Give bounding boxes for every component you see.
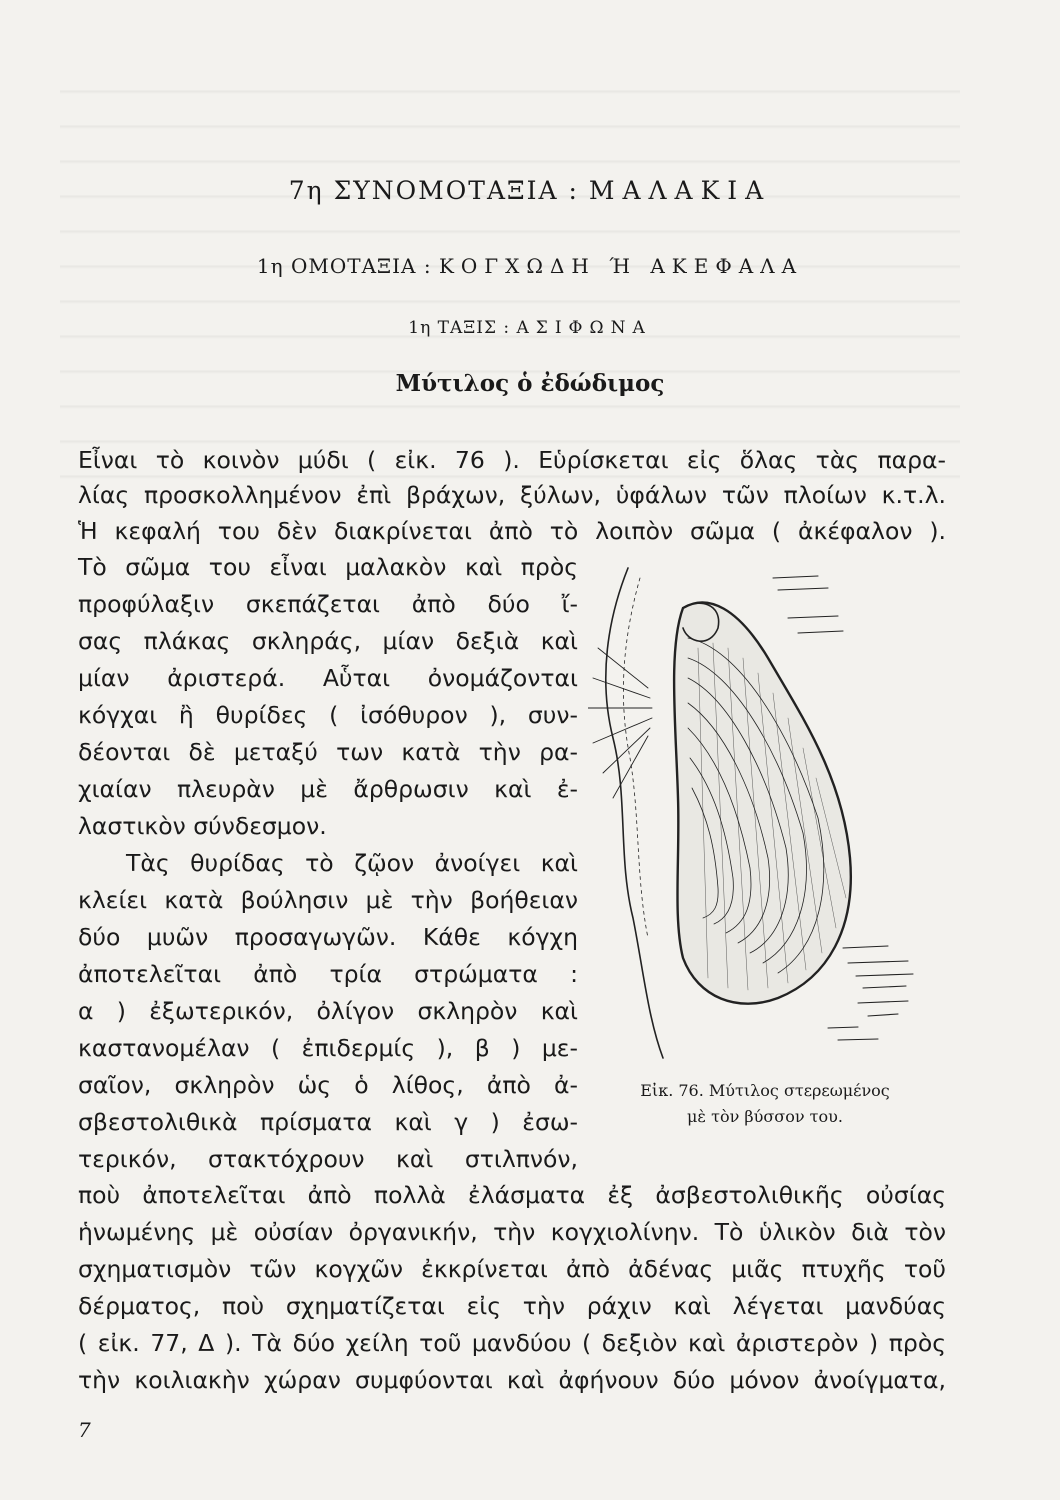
- species-title: Μύτιλος ὁ ἐδώδιμος: [395, 370, 665, 397]
- body-line: Ἡ κεφαλή του δὲν διακρίνεται ἀπὸ τὸ λοιπὸν σῶμα ( ἀκέφαλον ).: [78, 517, 946, 545]
- class-heading: [0, 254, 1060, 278]
- body-line: μίαν ἀριστερά. Αὗται ὀνομάζονται: [78, 664, 578, 692]
- body-line: ( εἰκ. 77, Δ ). Τὰ δύο χείλη τοῦ μανδύου ( δεξιὸν καὶ ἀριστερὸν ) πρὸς: [78, 1329, 946, 1357]
- body-line: λαστικὸν σύνδεσμον.: [78, 812, 327, 840]
- body-line: δύο μυῶν προσαγωγῶν. Κάθε κόγχη: [78, 923, 578, 951]
- page-number: 7: [78, 1418, 91, 1442]
- body-line: Τὸ σῶμα του εἶναι μαλακὸν καὶ πρὸς: [78, 553, 578, 581]
- body-line: καστανομέλαν ( ἐπιδερμίς ), β ) με-: [78, 1034, 578, 1062]
- phylum-value: ΜΑΛΑΚΙΑ: [588, 176, 772, 205]
- class-label: ΟΜΟΤΑΞΙΑ :: [291, 254, 432, 278]
- body-line: ἀποτελεῖται ἀπὸ τρία στρώματα :: [78, 960, 578, 988]
- body-line: α ) ἐξωτερικόν, ὀλίγον σκληρὸν καὶ: [78, 997, 578, 1025]
- figure-caption: [585, 1078, 945, 1130]
- order-prefix: 1η: [408, 318, 432, 338]
- body-line: δέρματος, ποὺ σχηματίζεται εἰς τὴν ράχιν καὶ λέγεται μανδύας: [78, 1292, 946, 1320]
- bleed-through-texture: [60, 70, 960, 490]
- body-line: ἡνωμένης μὲ οὐσίαν ὀργανικήν, τὴν κογχιολίνην. Τὸ ὑλικὸν διὰ τὸν: [78, 1218, 946, 1246]
- body-line: προφύλαξιν σκεπάζεται ἀπὸ δύο ἴ-: [78, 590, 578, 618]
- body-line: δέονται δὲ μεταξύ των κατὰ τὴν ρα-: [78, 738, 578, 766]
- body-line: λίας προσκολλημένον ἐπὶ βράχων, ξύλων, ὑφάλων τῶν πλοίων κ.τ.λ.: [78, 481, 946, 509]
- order-heading: [0, 318, 1060, 338]
- body-line: χιαίαν πλευρὰν μὲ ἄρθρωσιν καὶ ἐ-: [78, 775, 578, 803]
- order-label: ΤΑΞΙΣ :: [437, 318, 511, 338]
- class-prefix: 1η: [256, 254, 284, 278]
- caption-line: Εἰκ. 76. Μύτιλος στερεωμένος: [640, 1081, 890, 1100]
- body-line: Εἶναι τὸ κοινὸν μύδι ( εἰκ. 76 ). Εὑρίσκεται εἰς ὅλας τὰς παρα-: [78, 446, 946, 474]
- body-line: σβεστολιθικὰ πρίσματα καὶ γ ) ἐσω-: [78, 1108, 578, 1136]
- body-line: κλείει κατὰ βούλησιν μὲ τὴν βοήθειαν: [78, 886, 578, 914]
- body-line: σας πλάκας σκληράς, μίαν δεξιὰ καὶ: [78, 627, 578, 655]
- mussel-illustration: [588, 558, 918, 1068]
- body-line: τὴν κοιλιακὴν χώραν συμφύονται καὶ ἀφήνουν δύο μόνον ἀνοίγματα,: [78, 1366, 946, 1394]
- body-line: τερικόν, στακτόχρουν καὶ στιλπνόν,: [78, 1145, 578, 1173]
- phylum-prefix: 7η: [288, 176, 324, 205]
- phylum-label: ΣΥΝΟΜΟΤΑΞΙΑ :: [333, 176, 579, 205]
- order-value: ΑΣΙΦΩΝΑ: [516, 318, 652, 338]
- body-line: σχηματισμὸν τῶν κογχῶν ἐκκρίνεται ἀπὸ ἀδένας μιᾶς πτυχῆς τοῦ: [78, 1255, 946, 1283]
- body-line: σαῖον, σκληρὸν ὡς ὁ λίθος, ἀπὸ ἀ-: [78, 1071, 578, 1099]
- class-value: ΚΟΓΧΩΔΗ Ή ΑΚΕΦΑΛΑ: [438, 254, 804, 278]
- caption-line: μὲ τὸν βύσσον του.: [687, 1107, 843, 1126]
- body-line: κόγχαι ἢ θυρίδες ( ἰσόθυρον ), συν-: [78, 701, 578, 729]
- body-line: ποὺ ἀποτελεῖται ἀπὸ πολλὰ ἐλάσματα ἐξ ἀσβεστολιθικῆς οὐσίας: [78, 1181, 946, 1209]
- phylum-heading: [0, 176, 1060, 205]
- body-line: Τὰς θυρίδας τὸ ζῷον ἀνοίγει καὶ: [126, 849, 578, 877]
